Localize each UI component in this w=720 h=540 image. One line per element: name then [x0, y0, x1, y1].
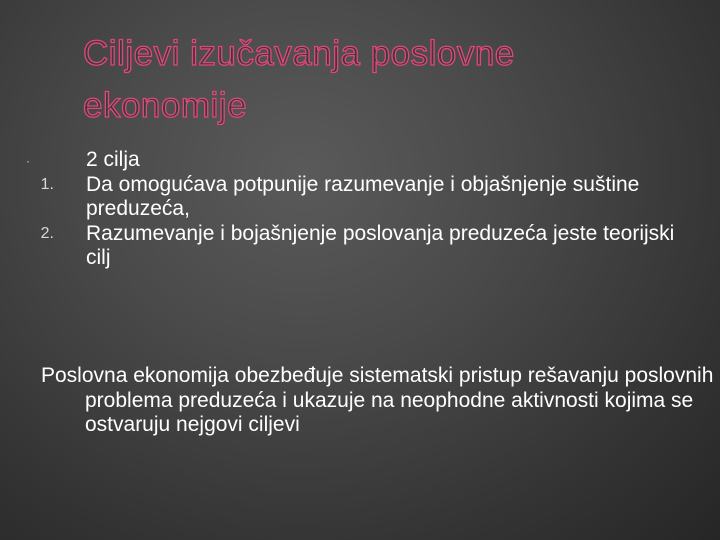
- bullet-marker: ·: [26, 154, 30, 168]
- list-item-number: 1.: [40, 175, 54, 193]
- list-item: [0, 222, 680, 271]
- list-item: [0, 173, 680, 222]
- content-list: [0, 148, 680, 271]
- list-item-number: 2.: [40, 224, 54, 242]
- slide-title: Ciljevi izučavanja poslovne ekonomije: [83, 34, 515, 125]
- list-item-text: 2 cilja: [86, 148, 140, 171]
- list-item-text: Razumevanje i bojašnjenje poslovanja preduzeća jeste teorijski cilj: [86, 221, 675, 269]
- body-paragraph: Poslovna ekonomija obezbeđuje sistematski pristup rešavanju poslovnih problema preduzeća i ukazuje na neophodne aktivnosti kojima se ostvaruju nejgovi ciljevi: [41, 364, 714, 436]
- list-item-text: Da omogućava potpunije razumevanje i objašnjenje suštine preduzeća,: [86, 172, 640, 220]
- list-item: [0, 148, 680, 173]
